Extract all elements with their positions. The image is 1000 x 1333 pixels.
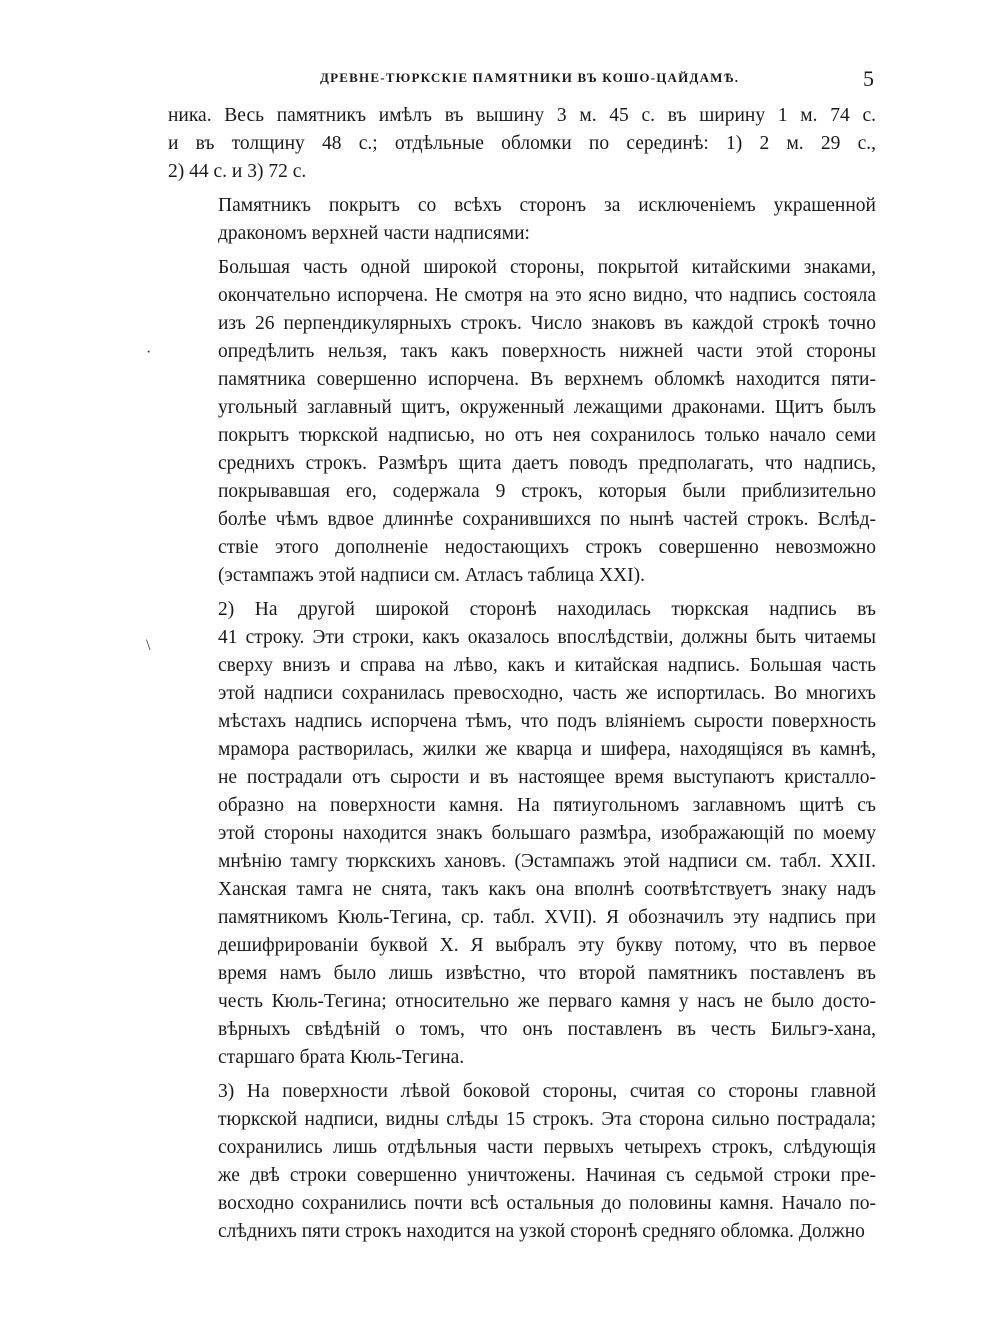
text-line: болѣе чѣмъ вдвое длиннѣе сохранившихся по нынѣ частей строкъ. Вслѣд-: [218, 509, 876, 530]
text-line: ствіе этого дополненіе недостающихъ строкъ совершенно невозможно: [218, 537, 876, 558]
text-line: покрытъ тюркской надписью, но отъ нея сохранилось только начало семи: [218, 425, 876, 446]
text-line: покрывавшая его, содержала 9 строкъ, которыя были приблизительно: [218, 481, 876, 502]
text-line: же двѣ строки совершенно уничтожены. Начиная съ седьмой строки пре-: [218, 1165, 876, 1186]
paragraph-chinese-side: [168, 254, 876, 590]
text-line: мнѣнію тамгу тюркскихъ хановъ. (Эстампажъ этой надписи см. табл. XXII.: [218, 851, 876, 872]
text-line: опредѣлить нельзя, такъ какъ поверхность нижней части этой стороны: [218, 341, 876, 362]
text-line: дракономъ верхней части надписями:: [218, 223, 530, 244]
text-line: слѣднихъ пяти строкъ находится на узкой сторонѣ средняго обломка. Должно: [218, 1221, 865, 1242]
page-number: 5: [863, 66, 874, 91]
text-line: 41 строку. Эти строки, какъ оказалось впослѣдствіи, должны быть читаемы: [218, 627, 876, 648]
text-line: ника. Весь памятникъ имѣлъ въ вышину 3 м. 45 с. въ ширину 1 м. 74 с.: [168, 105, 876, 126]
paragraph-turkic-side: [168, 596, 876, 1072]
text-line: сверху внизъ и справа на лѣво, какъ и китайская надпись. Большая часть: [218, 655, 876, 676]
paragraph-dimensions: [168, 102, 876, 186]
text-line: честь Кюль-Тегина; относительно же перваго камня у насъ не было досто-: [218, 991, 876, 1012]
text-line: среднихъ строкъ. Размѣръ щита даетъ поводъ предполагать, что надпись,: [218, 453, 876, 474]
text-line: сохранились лишь отдѣльныя части первыхъ четырехъ строкъ, слѣдующія: [218, 1137, 876, 1158]
text-line: памятника совершенно испорчена. Въ верхнемъ обломкѣ находится пяти-: [218, 369, 876, 390]
text-line: этой стороны находится знакъ большаго размѣра, изображающій по моему: [218, 823, 876, 844]
text-line: время намъ было лишь извѣстно, что второй памятникъ поставленъ въ: [218, 963, 876, 984]
text-line: образно на поверхности камня. На пятиугольномъ заглавномъ щитѣ съ: [218, 795, 876, 816]
running-head: [168, 66, 876, 102]
margin-tick: \: [146, 637, 151, 654]
page: [168, 66, 876, 1246]
text-line: дешифрированіи буквой X. Я выбралъ эту букву потому, что въ первое: [218, 935, 876, 956]
text-line: 2) На другой широкой сторонѣ находилась тюркская надпись въ: [218, 599, 876, 620]
text-line: (эстампажъ этой надписи см. Атласъ таблица XXI).: [218, 565, 645, 586]
running-title: ДРЕВНЕ-ТЮРКСКІЕ ПАМЯТНИКИ ВЪ КОШО-ЦАЙДАМѢ.: [320, 70, 740, 85]
text-line: памятникомъ Кюль-Тегина, ср. табл. XVII). Я обозначилъ эту надпись при: [218, 907, 876, 928]
text-line: старшаго брата Кюль-Тегина.: [218, 1047, 465, 1068]
text-line: мѣстахъ надпись испорчена тѣмъ, что подъ вліяніемъ сырости поверхность: [218, 711, 876, 732]
text-line: Ханская тамга не снята, такъ какъ она вполнѣ соотвѣтствуетъ знаку надъ: [218, 879, 876, 900]
text-line: Памятникъ покрытъ со всѣхъ сторонъ за исключеніемъ украшенной: [218, 195, 876, 216]
margin-dot: ·: [146, 344, 152, 361]
text-line: 3) На поверхности лѣвой боковой стороны, считая со стороны главной: [218, 1081, 876, 1102]
text-line: окончательно испорчена. Не смотря на это ясно видно, что надпись состояла: [218, 285, 876, 306]
text-line: не пострадали отъ сырости и въ настоящее время выступаютъ кристалло-: [218, 767, 876, 788]
paragraph-inscriptions-intro: [168, 192, 876, 248]
text-line: этой надписи сохранилась превосходно, часть же испортилась. Во многихъ: [218, 683, 876, 704]
text-line: восходно сохранились почти всѣ остальныя до половины камня. Начало по-: [218, 1193, 876, 1214]
body-text: [168, 102, 876, 1246]
text-line: 2) 44 с. и 3) 72 с.: [168, 161, 307, 182]
text-line: Большая часть одной широкой стороны, покрытой китайскими знаками,: [218, 257, 876, 278]
text-line: изъ 26 перпендикулярныхъ строкъ. Число знаковъ въ каждой строкѣ точно: [218, 313, 876, 334]
text-line: мрамора растворилась, жилки же кварца и шифера, находящіяся въ камнѣ,: [218, 739, 876, 760]
paragraph-left-side: [168, 1078, 876, 1246]
text-line: вѣрныхъ свѣдѣній о томъ, что онъ поставленъ въ честь Бильгэ-хана,: [218, 1019, 876, 1040]
text-line: угольный заглавный щитъ, окруженный лежащими драконами. Щитъ былъ: [218, 397, 876, 418]
text-line: тюркской надписи, видны слѣды 15 строкъ. Эта сторона сильно пострадала;: [218, 1109, 876, 1130]
text-line: и въ толщину 48 с.; отдѣльные обломки по серединѣ: 1) 2 м. 29 с.,: [168, 133, 876, 154]
